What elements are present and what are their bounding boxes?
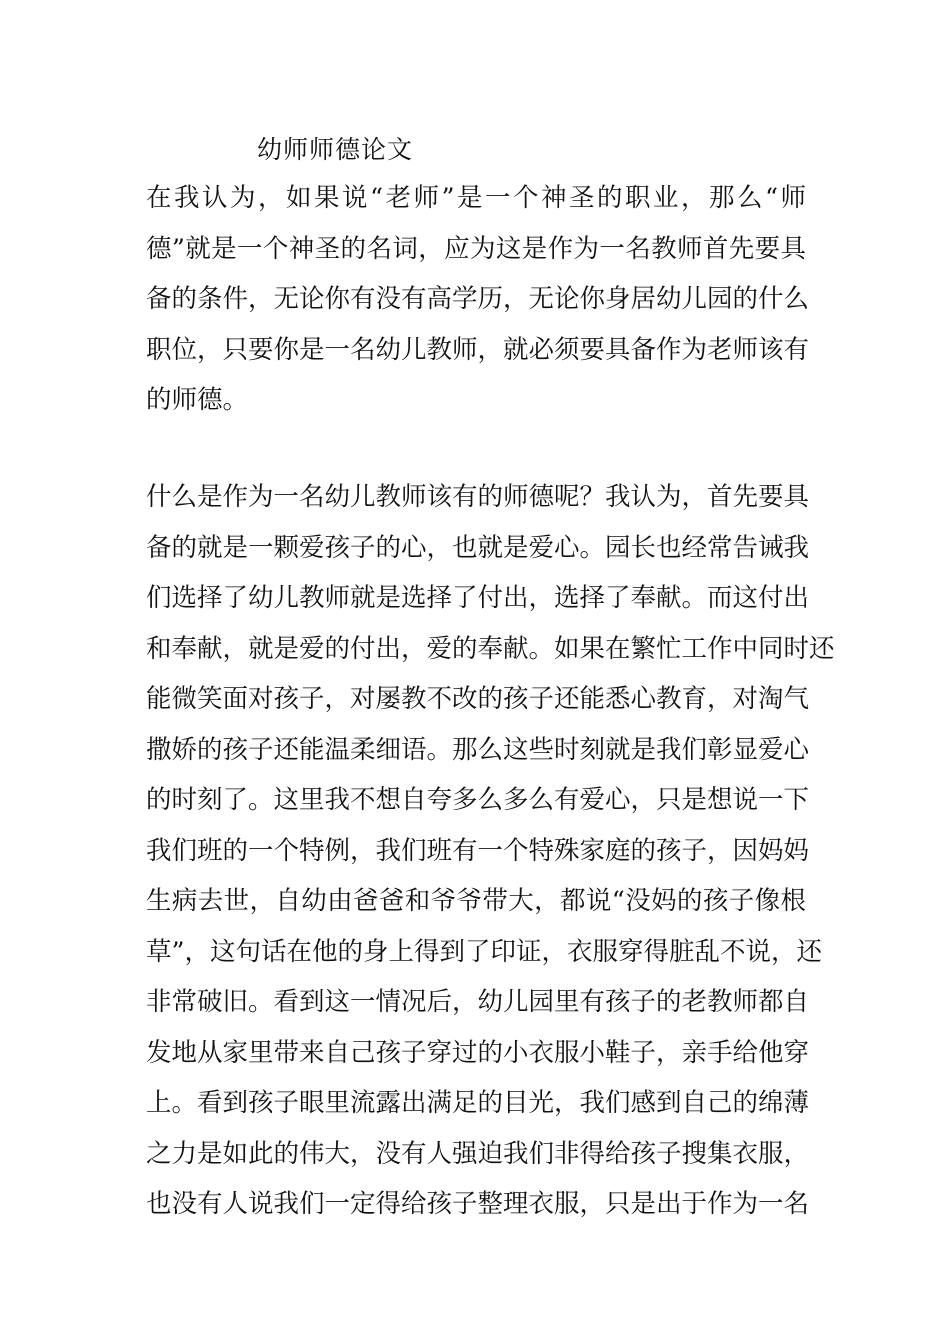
- paragraph-line: 的时刻了。这里我不想自夸多么多么有爱心，只是想说一下: [146, 785, 810, 815]
- paragraph-line: 们选择了幼儿教师就是选择了付出，选择了奉献。而这付出: [146, 583, 810, 613]
- paragraph-line: 能微笑面对孩子，对屡教不改的孩子还能悉心教育，对淘气: [146, 684, 810, 714]
- paragraph-line: 非常破旧。看到这一情况后，幼儿园里有孩子的老教师都自: [146, 987, 810, 1017]
- document-title: 幼师师德论文: [257, 135, 414, 164]
- paragraph-line: 和奉献，就是爱的付出，爱的奉献。如果在繁忙工作中同时还: [146, 633, 835, 664]
- paragraph-line: 之力是如此的伟大，没有人强迫我们非得给孩子搜集衣服，: [146, 1138, 810, 1169]
- paragraph-1: [146, 173, 810, 426]
- paragraph-line: 备的就是一颗爱孩子的心，也就是爱心。园长也经常告诫我: [146, 532, 810, 563]
- paragraph-line: 职位，只要你是一名幼儿教师，就必须要具备作为老师该有: [146, 334, 810, 365]
- paragraph-line: 德”就是一个神圣的名词，应为这是作为一名教师首先要具: [146, 233, 806, 264]
- paragraph-line: 发地从家里带来自己孩子穿过的小衣服小鞋子，亲手给他穿: [146, 1037, 810, 1068]
- paragraph-line: 的师德。: [146, 385, 249, 415]
- paragraph-line: 备的条件，无论你有没有高学历，无论你身居幼儿园的什么: [146, 284, 810, 314]
- paragraph-line: 也没有人说我们一定得给孩子整理衣服，只是出于作为一名: [146, 1189, 810, 1219]
- paragraph-line: 在我认为，如果说“老师”是一个神圣的职业，那么“师: [146, 183, 806, 213]
- paragraph-line: 生病去世，自幼由爸爸和爷爷带大，都说“没妈的孩子像根: [146, 886, 806, 916]
- paragraph-line: 上。看到孩子眼里流露出满足的目光，我们感到自己的绵薄: [146, 1088, 810, 1118]
- paragraph-line: 撒娇的孩子还能温柔细语。那么这些时刻就是我们彰显爱心: [146, 734, 810, 765]
- paragraph-line: 什么是作为一名幼儿教师该有的师德呢？我认为，首先要具: [146, 482, 810, 512]
- paragraph-2: [146, 472, 835, 1230]
- paragraph-line: 我们班的一个特例，我们班有一个特殊家庭的孩子，因妈妈: [146, 835, 810, 866]
- paragraph-line: 草”，这句话在他的身上得到了印证，衣服穿得脏乱不说，还: [146, 936, 823, 967]
